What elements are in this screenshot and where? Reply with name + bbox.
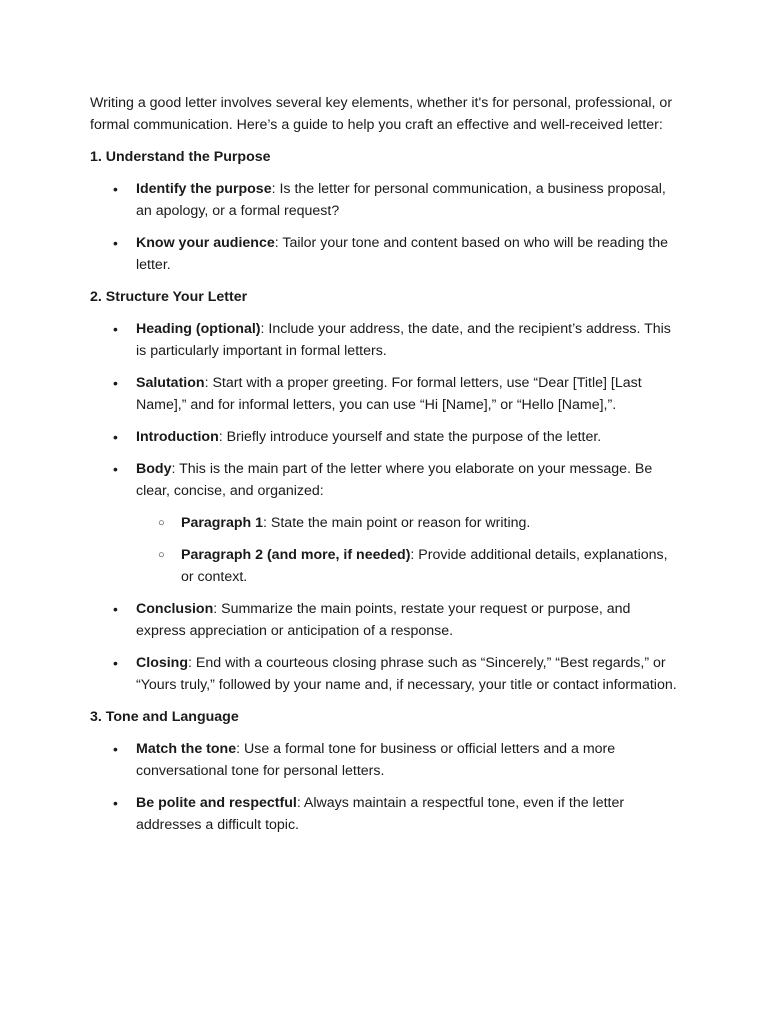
item-term: Closing xyxy=(136,655,189,671)
section-heading: 1. Understand the Purpose xyxy=(90,149,271,165)
item-text: : This is the main part of the letter where you elaborate on your message. Be clear, concise, and organized: xyxy=(136,461,653,499)
bullet-icon: • xyxy=(113,375,118,391)
intro-paragraph: Writing a good letter involves several key elements, whether it's for personal, professional, or formal communication. Here’s a guide to help you craft an effective and well-received letter: xyxy=(90,95,673,133)
bullet-icon: • xyxy=(113,235,118,251)
bullet-icon: • xyxy=(113,601,118,617)
list-item xyxy=(90,372,678,416)
bullet-icon: • xyxy=(113,741,118,757)
list-item xyxy=(90,792,678,836)
item-text: : Summarize the main points, restate your request or purpose, and express appreciation or anticipation of a response. xyxy=(136,601,631,639)
item-term: Conclusion xyxy=(136,601,214,617)
bullet-icon: • xyxy=(113,795,118,811)
list-item xyxy=(90,232,678,276)
item-text: : Use a formal tone for business or official letters and a more conversational tone for personal letters. xyxy=(136,741,616,779)
item-term: Introduction xyxy=(136,429,219,445)
item-term: Paragraph 2 (and more, if needed) xyxy=(181,547,411,563)
list-item xyxy=(90,598,678,642)
list-item xyxy=(90,458,678,588)
item-term: Match the tone xyxy=(136,741,237,757)
list-item xyxy=(90,318,678,362)
list-item xyxy=(90,426,678,448)
list-item xyxy=(90,652,678,696)
item-text: : Provide additional details, explanations, or context. xyxy=(181,547,668,585)
bullet-icon: • xyxy=(113,429,118,445)
item-text: : Tailor your tone and content based on who will be reading the letter. xyxy=(136,235,669,273)
item-text: : State the main point or reason for writing. xyxy=(263,515,531,531)
bullet-list xyxy=(90,318,678,696)
item-term: Body xyxy=(136,461,172,477)
item-term: Salutation xyxy=(136,375,205,391)
bullet-icon: • xyxy=(113,181,118,197)
item-text: : Include your address, the date, and the recipient’s address. This is particularly important in formal letters. xyxy=(136,321,671,359)
section-heading: 2. Structure Your Letter xyxy=(90,289,248,305)
item-text: : Briefly introduce yourself and state the purpose of the letter. xyxy=(218,429,602,445)
bullet-icon: • xyxy=(113,655,118,671)
circle-bullet-icon: ○ xyxy=(158,549,165,561)
item-text: : End with a courteous closing phrase such as “Sincerely,” “Best regards,” or “Yours truly,” followed by your name and, if necessary, your title or contact information. xyxy=(136,655,677,693)
item-text: : Always maintain a respectful tone, even if the letter addresses a difficult topic. xyxy=(136,795,625,833)
bullet-icon: • xyxy=(113,461,118,477)
item-term: Paragraph 1 xyxy=(181,515,264,531)
item-term: Be polite and respectful xyxy=(136,795,297,811)
sub-list-item xyxy=(136,512,678,534)
bullet-icon: • xyxy=(113,321,118,337)
bullet-list xyxy=(90,738,678,836)
list-item xyxy=(90,738,678,782)
item-term: Know your audience xyxy=(136,235,275,251)
sub-bullet-list xyxy=(136,512,678,588)
sub-list-item xyxy=(136,544,678,588)
bullet-list xyxy=(90,178,678,276)
circle-bullet-icon: ○ xyxy=(158,517,165,529)
section-heading: 3. Tone and Language xyxy=(90,709,239,725)
item-text: : Start with a proper greeting. For formal letters, use “Dear [Title] [Last Name],” and for informal letters, you can use “Hi [Name],” or “Hello [Name],”. xyxy=(136,375,642,413)
item-text: : Is the letter for personal communication, a business proposal, an apology, or a formal request? xyxy=(136,181,666,219)
item-term: Heading (optional) xyxy=(136,321,261,337)
item-term: Identify the purpose xyxy=(136,181,272,197)
list-item xyxy=(90,178,678,222)
